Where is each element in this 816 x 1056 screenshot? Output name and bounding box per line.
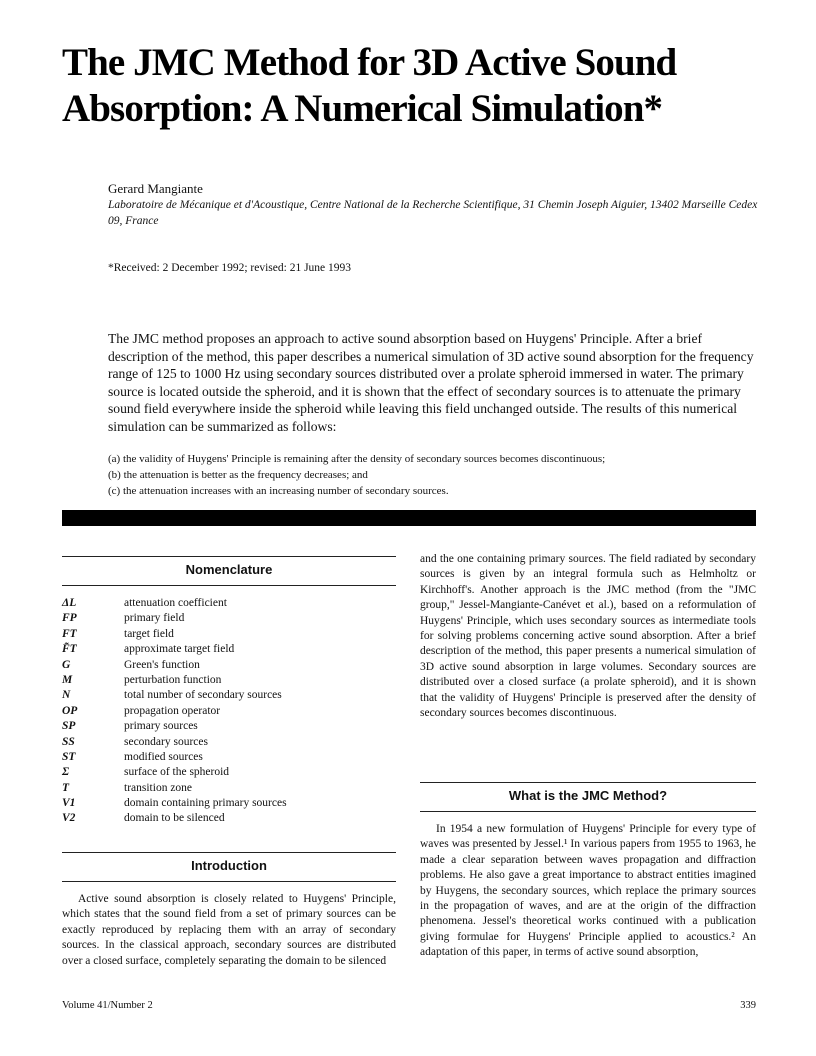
rule bbox=[420, 782, 756, 783]
rule bbox=[62, 556, 396, 557]
rule bbox=[62, 852, 396, 853]
nomenclature-definition: transition zone bbox=[124, 781, 193, 794]
abstract-item-c: (c) the attenuation increases with an increasing number of secondary sources. bbox=[108, 485, 449, 497]
nomenclature-symbol: OP bbox=[62, 704, 78, 717]
introduction-section bbox=[62, 852, 396, 969]
nomenclature-row bbox=[62, 642, 396, 657]
nomenclature-definition: domain to be silenced bbox=[124, 812, 225, 825]
introduction-heading: Introduction bbox=[187, 858, 271, 873]
jmc-heading: What is the JMC Method? bbox=[505, 788, 671, 803]
nomenclature-symbol: Σ bbox=[62, 766, 70, 779]
nomenclature-heading: Nomenclature bbox=[182, 562, 277, 577]
nomenclature-definition: primary field bbox=[124, 612, 185, 625]
nomenclature-box bbox=[62, 556, 396, 827]
page-number: 339 bbox=[740, 1000, 756, 1011]
nomenclature-definition: surface of the spheroid bbox=[124, 766, 230, 779]
introduction-text: Active sound absorption is closely related to Huygens' Principle, which states that the sound field from a set of primary sources can be exactly reproduced by replacing them with an array of secondary sources. In the classical approach, secondary sources are distributed over a closed surface, completely separating the domain to be silenced bbox=[62, 893, 396, 967]
nomenclature-symbol: N bbox=[62, 689, 71, 702]
nomenclature-definition: Green's function bbox=[124, 658, 200, 671]
nomenclature-symbol: G bbox=[62, 658, 71, 671]
rule bbox=[62, 881, 396, 882]
jmc-section bbox=[420, 782, 756, 961]
nomenclature-definition: total number of secondary sources bbox=[124, 689, 282, 702]
article-title: The JMC Method for 3D Active Sound Absorption: A Numerical Simulation* bbox=[62, 41, 677, 130]
jmc-header bbox=[420, 782, 756, 812]
nomenclature-definition: propagation operator bbox=[124, 704, 221, 717]
nomenclature-row bbox=[62, 611, 396, 626]
nomenclature-symbol: SS bbox=[62, 735, 75, 748]
nomenclature-symbol: M bbox=[62, 673, 73, 686]
nomenclature-row bbox=[62, 719, 396, 734]
nomenclature-table bbox=[62, 596, 396, 827]
section-divider-bar bbox=[62, 510, 756, 526]
introduction-header bbox=[62, 852, 396, 882]
nomenclature-row bbox=[62, 735, 396, 750]
nomenclature-definition: secondary sources bbox=[124, 735, 208, 748]
rule bbox=[62, 585, 396, 586]
nomenclature-row bbox=[62, 750, 396, 765]
nomenclature-symbol: V2 bbox=[62, 812, 76, 825]
nomenclature-definition: primary sources bbox=[124, 720, 198, 733]
nomenclature-row bbox=[62, 781, 396, 796]
received-date: *Received: 2 December 1992; revised: 21 June 1993 bbox=[108, 262, 352, 274]
nomenclature-symbol: FP bbox=[62, 612, 77, 625]
nomenclature-symbol: ΔL bbox=[62, 597, 77, 609]
nomenclature-row bbox=[62, 658, 396, 673]
author-affiliation: Laboratoire de Mécanique et d'Acoustique, Centre National de la Recherche Scientifique, 31 Chemin Joseph Aiguier, 13402 Marseille Cedex 09, France bbox=[108, 199, 758, 227]
nomenclature-definition: approximate target field bbox=[124, 643, 235, 656]
abstract-list bbox=[108, 451, 768, 499]
nomenclature-definition: modified sources bbox=[124, 750, 203, 763]
nomenclature-header bbox=[62, 556, 396, 586]
nomenclature-row bbox=[62, 704, 396, 719]
nomenclature-symbol: F̃T bbox=[62, 643, 77, 656]
nomenclature-row bbox=[62, 627, 396, 642]
nomenclature-symbol: T bbox=[62, 781, 70, 794]
nomenclature-row bbox=[62, 796, 396, 811]
nomenclature-row bbox=[62, 673, 396, 688]
author-name: Gerard Mangiante bbox=[108, 181, 203, 196]
footer-volume: Volume 41/Number 2 bbox=[62, 1000, 153, 1011]
nomenclature-symbol: V1 bbox=[62, 797, 76, 810]
nomenclature-row bbox=[62, 688, 396, 703]
rule bbox=[420, 811, 756, 812]
nomenclature-definition: domain containing primary sources bbox=[124, 797, 287, 810]
nomenclature-row bbox=[62, 765, 396, 780]
nomenclature-definition: attenuation coefficient bbox=[124, 597, 227, 609]
nomenclature-row bbox=[62, 811, 396, 826]
abstract-text: The JMC method proposes an approach to active sound absorption based on Huygens' Principle. After a brief description of the method, this paper describes a numerical simulation of 3D active sound absorption for the frequency range of 125 to 1000 Hz using secondary sources distributed over a prolate spheroid immersed in water. The primary source is located outside the spheroid, and it is shown that the effect of secondary sources is to attenuate the primary sound field everywhere inside the spheroid while leaving this field unchanged outside. The results of this numerical simulation can be summarized as follows: bbox=[108, 331, 754, 434]
intro-continuation-text: and the one containing primary sources. The field radiated by secondary sources is given by an integral formula such as Helmholtz or Kirchhoff's. Another approach is the JMC method (from the "JMC group," Jessel-Mangiante-Canévet et al.), based on a reformulation of Huygens' Principle, which uses secondary sources as intermediate tools for solving problems concerning active sound absorption. After a brief description of the method, this paper presents a numerical simulation of 3D active sound absorption in large volumes. Secondary sources are distributed over a closed surface (a prolate spheroid), and it is shown that the validity of Huygens' Principle is preserved after the density of secondary sources becomes discontinuous. bbox=[420, 553, 756, 720]
nomenclature-definition: target field bbox=[124, 627, 174, 640]
nomenclature-definition: perturbation function bbox=[124, 673, 222, 686]
jmc-text: In 1954 a new formulation of Huygens' Principle for every type of waves was presented by Jessel.¹ In various papers from 1955 to 1963, he made a clear separation between waves propagation and diffraction problems. He also gave a great importance to abstract entities imagined by Huygens, the secondary sources, which replace the primary sources in the propagation of waves, and are at the origin of the diffraction phenomena. Jessel's theoretical works continued with a publication giving formulae for Huygens' Principle applied to acoustics.² An adaptation of this paper, in terms of active sound absorption, bbox=[420, 823, 756, 959]
nomenclature-symbol: SP bbox=[62, 720, 76, 733]
nomenclature-symbol: ST bbox=[62, 750, 76, 763]
right-column bbox=[420, 552, 756, 721]
nomenclature-symbol: FT bbox=[62, 627, 77, 640]
nomenclature-row bbox=[62, 596, 396, 611]
abstract-item-a: (a) the validity of Huygens' Principle is remaining after the density of secondary sources becomes discontinuous; bbox=[108, 453, 606, 465]
abstract-item-b: (b) the attenuation is better as the frequency decreases; and bbox=[108, 469, 368, 481]
